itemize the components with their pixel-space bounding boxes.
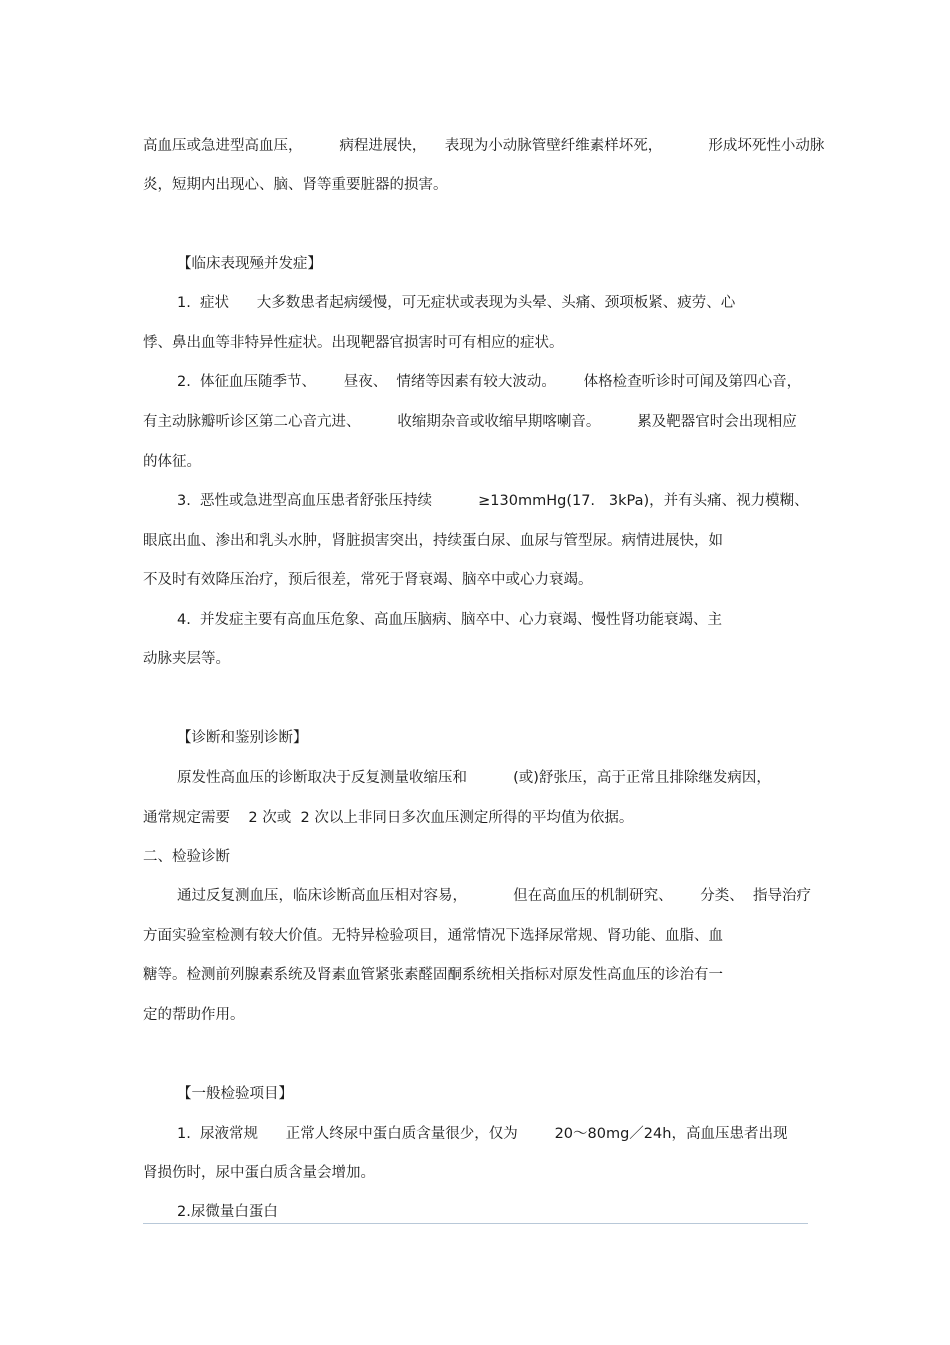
- section-heading: 二、检验诊断: [143, 849, 230, 865]
- text-line: 3. 恶性或急进型高血压患者舒张压持续 ≥130mmHg(17. 3kPa)，并有头痛、视力模糊、: [177, 493, 809, 509]
- page-divider: [143, 1223, 808, 1224]
- text-line: 通常规定需要 2 次或 2 次以上非同日多次血压测定所得的平均值为依据。: [143, 810, 634, 826]
- text-line: 糖等。检测前列腺素系统及肾素血管紧张素醛固酮系统相关指标对原发性高血压的诊治有一: [143, 967, 723, 983]
- text-line: 方面实验室检测有较大价值。无特异检验项目，通常情况下选择尿常规、肾功能、血脂、血: [143, 928, 723, 944]
- section-heading: 【临床表现殛并发症】: [177, 256, 322, 272]
- text-line: 眼底出血、渗出和乳头水肿，肾脏损害突出，持续蛋白尿、血尿与管型尿。病情进展快，如: [143, 533, 723, 549]
- text-line: 不及时有效降压治疗，预后很差，常死于肾衰竭、脑卒中或心力衰竭。: [143, 572, 593, 588]
- text-line: 炎，短期内出现心、脑、肾等重要脏器的损害。: [143, 177, 448, 193]
- text-line: 原发性高血压的诊断取决于反复测量收缩压和 (或)舒张压，高于正常且排除继发病因，: [177, 770, 771, 786]
- text-line: 定的帮助作用。: [143, 1007, 245, 1023]
- text-line: 4. 并发症主要有高血压危象、高血压脑病、脑卒中、心力衰竭、慢性肾功能衰竭、主: [177, 612, 723, 628]
- section-heading: 【一般检验项目】: [177, 1086, 293, 1102]
- text-line: 动脉夹层等。: [143, 651, 230, 667]
- text-line: 1. 症状 大多数患者起病缓慢，可无症状或表现为头晕、头痛、颈项板紧、疲劳、心: [177, 295, 736, 311]
- text-line: 1. 尿液常规 正常人终尿中蛋白质含量很少，仅为 20～80mg／24h，高血压患者出现: [177, 1126, 788, 1142]
- text-line: 2.尿微量白蛋白: [177, 1204, 278, 1220]
- text-line: 通过反复测血压，临床诊断高血压相对容易， 但在高血压的机制研究、 分类、 指导治疗: [177, 888, 811, 904]
- text-line: 肾损伤时，尿中蛋白质含量会增加。: [143, 1165, 375, 1181]
- section-heading: 【诊断和鉴别诊断】: [177, 730, 308, 746]
- text-line: 悸、鼻出血等非特异性症状。出现靶器官损害时可有相应的症状。: [143, 335, 564, 351]
- text-line: 的体征。: [143, 454, 201, 470]
- text-line: 2. 体征血压随季节、 昼夜、 情绪等因素有较大波动。 体格检查听诊时可闻及第四心音，: [177, 374, 802, 390]
- text-line: 有主动脉瓣听诊区第二心音亢进、 收缩期杂音或收缩早期喀喇音。 累及靶器官时会出现相应: [143, 414, 797, 430]
- text-line: 高血压或急进型高血压， 病程进展快， 表现为小动脉管壁纤维素样坏死， 形成坏死性小动脉: [143, 138, 825, 154]
